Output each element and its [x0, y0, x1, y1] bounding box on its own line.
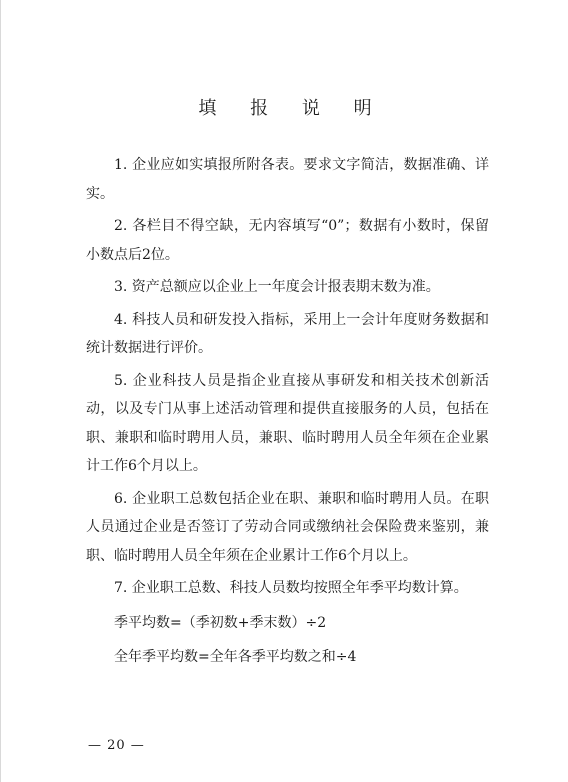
instruction-paragraph-7: 7. 企业职工总数、科技人员数均按照全年季平均数计算。: [114, 580, 468, 596]
instruction-paragraph-2: 2. 各栏目不得空缺，无内容填写“0”；数据有小数时，保留小数点后2位。: [86, 218, 489, 263]
instruction-paragraph-3: 3. 资产总额应以企业上一年度会计报表期末数为准。: [114, 279, 440, 295]
page-number: — 20 —: [88, 738, 145, 753]
instruction-paragraph-4: 4. 科技人员和研发投入指标，采用上一会计年度财务数据和统计数据进行评价。: [86, 311, 489, 356]
formula-annual-average: 全年季平均数=全年各季平均数之和÷4: [114, 649, 357, 665]
instructions-body: [86, 151, 489, 672]
instruction-paragraph-1: 1. 企业应如实填报所附各表。要求文字简洁，数据准确、详实。: [86, 157, 489, 202]
page-title: 填 报 说 明: [198, 98, 386, 119]
formula-quarterly-average: 季平均数=（季初数+季末数）÷2: [114, 614, 327, 631]
instruction-paragraph-6: 6. 企业职工总数包括企业在职、兼职和临时聘用人员。在职人员通过企业是否签订了劳动合同或缴纳社会保险费来鉴别，兼职、临时聘用人员全年须在企业累计工作6个月以上。: [86, 490, 489, 564]
instruction-paragraph-5: 5. 企业科技人员是指企业直接从事研发和相关技术创新活动，以及专门从事上述活动管理和提供直接服务的人员，包括在职、兼职和临时聘用人员，兼职、临时聘用人员全年须在企业累计工作6个月以上。: [86, 372, 489, 474]
